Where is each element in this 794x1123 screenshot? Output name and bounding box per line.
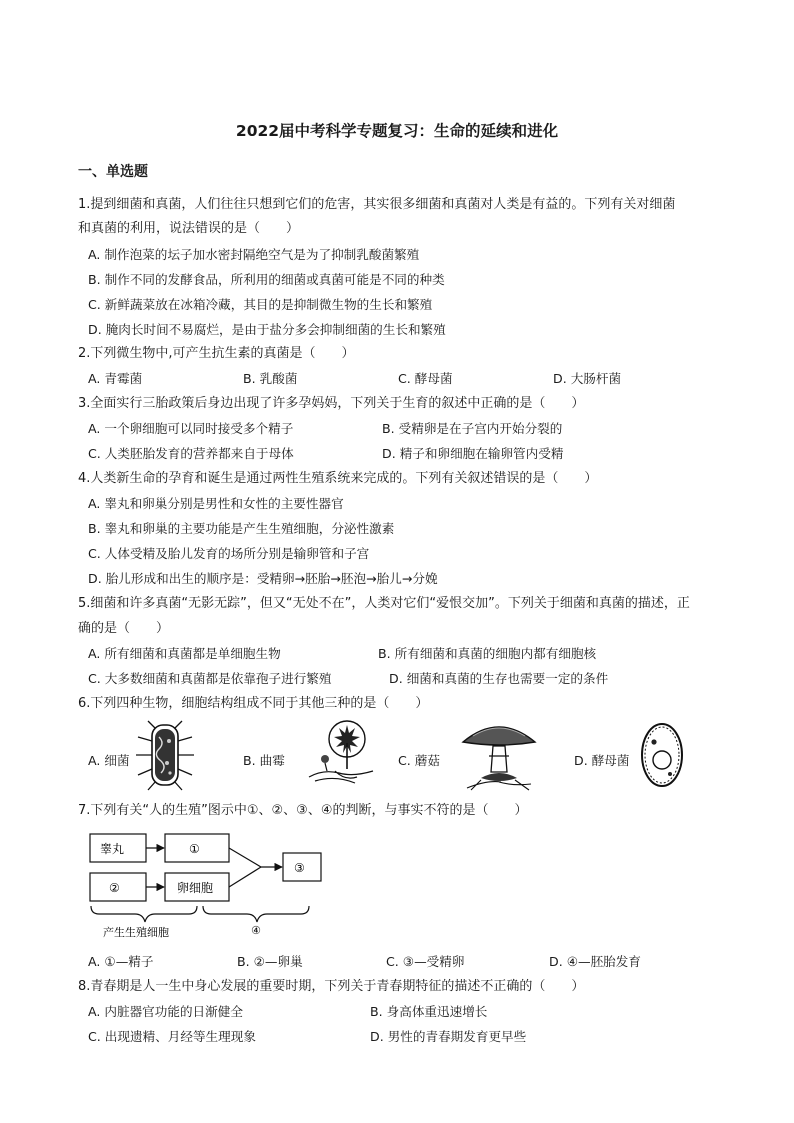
question-8-stem: 8.青春期是人一生中身心发展的重要时期，下列关于青春期特征的描述不正确的（ ） <box>78 979 585 994</box>
section-heading: 一、单选题 <box>78 164 148 180</box>
diagram-box-egg-cell: 卵细胞 <box>177 881 214 895</box>
diagram-box-testis: 睾丸 <box>100 842 125 856</box>
question-7-stem: 7.下列有关“人的生殖”图示中①、②、③、④的判断，与事实不符的是（ ） <box>78 803 528 818</box>
question-5-option-b: B. 所有细菌和真菌的细胞内都有细胞核 <box>378 646 597 661</box>
question-4-option-c: C. 人体受精及胎儿发育的场所分别是输卵管和子宫 <box>88 546 370 561</box>
question-4-option-a: A. 睾丸和卵巢分别是男性和女性的主要性器官 <box>88 496 344 511</box>
question-3-option-b: B. 受精卵是在子宫内开始分裂的 <box>382 421 563 436</box>
question-3-option-d: D. 精子和卵细胞在输卵管内受精 <box>382 446 564 461</box>
yeast-illustration <box>640 722 684 788</box>
question-1-option-b: B. 制作不同的发酵食品，所利用的细菌或真菌可能是不同的种类 <box>88 272 445 287</box>
question-8-option-c: C. 出现遗精、月经等生理现象 <box>88 1029 256 1044</box>
question-8-option-d: D. 男性的青春期发育更早些 <box>370 1029 527 1044</box>
question-7-option-c: C. ③—受精卵 <box>386 954 465 969</box>
question-6-option-c: C. 蘑菇 <box>398 753 440 768</box>
question-1-option-d: D. 腌肉长时间不易腐烂，是由于盐分多会抑制细菌的生长和繁殖 <box>88 322 446 337</box>
question-3-stem: 3.全面实行三胎政策后身边出现了许多孕妈妈，下列关于生育的叙述中正确的是（ ） <box>78 396 585 411</box>
question-6-option-a: A. 细菌 <box>88 753 130 768</box>
question-2-option-d: D. 大肠杆菌 <box>553 371 622 386</box>
question-6-stem: 6.下列四种生物，细胞结构组成不同于其他三种的是（ ） <box>78 696 429 711</box>
diagram-brace-label-left: 产生生殖细胞 <box>103 926 169 939</box>
document-title: 2022届中考科学专题复习：生命的延续和进化 <box>235 122 559 140</box>
diagram-box-3: ③ <box>294 861 305 875</box>
question-6-option-d: D. 酵母菌 <box>574 753 630 768</box>
reproduction-flow-diagram <box>85 830 335 944</box>
question-1-stem-line-1: 1.提到细菌和真菌，人们往往只想到它们的危害，其实很多细菌和真菌对人类是有益的。下列有关对细菌 <box>78 197 676 212</box>
question-1-option-a: A. 制作泡菜的坛子加水密封隔绝空气是为了抑制乳酸菌繁殖 <box>88 247 420 262</box>
question-7-option-a: A. ①—精子 <box>88 954 154 969</box>
question-2-option-b: B. 乳酸菌 <box>243 371 298 386</box>
question-6-option-b: B. 曲霉 <box>243 753 285 768</box>
question-8-option-b: B. 身高体重迅速增长 <box>370 1004 488 1019</box>
diagram-box-2: ② <box>109 881 120 895</box>
question-5-option-a: A. 所有细菌和真菌都是单细胞生物 <box>88 646 281 661</box>
diagram-box-1: ① <box>189 842 200 856</box>
question-5-option-d: D. 细菌和真菌的生存也需要一定的条件 <box>389 671 609 686</box>
question-2-option-c: C. 酵母菌 <box>398 371 453 386</box>
question-4-option-d: D. 胎儿形成和出生的顺序是：受精卵→胚胎→胚泡→胎儿→分娩 <box>88 571 438 586</box>
bacterium-illustration <box>134 719 196 791</box>
question-4-stem: 4.人类新生命的孕育和诞生是通过两性生殖系统来完成的。下列有关叙述错误的是（ ） <box>78 471 598 486</box>
question-3-option-c: C. 人类胚胎发育的营养都来自于母体 <box>88 446 294 461</box>
question-7-option-b: B. ②—卵巢 <box>237 954 303 969</box>
diagram-brace-label-right: ④ <box>251 924 261 937</box>
question-8-option-a: A. 内脏器官功能的日渐健全 <box>88 1004 243 1019</box>
question-3-option-a: A. 一个卵细胞可以同时接受多个精子 <box>88 421 294 436</box>
question-4-option-b: B. 睾丸和卵巢的主要功能是产生生殖细胞，分泌性激素 <box>88 521 395 536</box>
question-5-stem-line-2: 确的是（ ） <box>78 621 170 636</box>
question-7-option-d: D. ④—胚胎发育 <box>549 954 641 969</box>
mushroom-illustration <box>459 718 539 792</box>
question-5-option-c: C. 大多数细菌和真菌都是依靠孢子进行繁殖 <box>88 671 332 686</box>
question-1-option-c: C. 新鲜蔬菜放在冰箱冷藏，其目的是抑制微生物的生长和繁殖 <box>88 297 433 312</box>
question-5-stem-line-1: 5.细菌和许多真菌“无影无踪”，但又“无处不在”，人类对它们“爱恨交加”。下列关于细菌和真菌的描述，正 <box>78 596 690 611</box>
question-1-stem-line-2: 和真菌的利用，说法错误的是（ ） <box>78 221 300 236</box>
question-2-stem: 2.下列微生物中,可产生抗生素的真菌是（ ） <box>78 346 355 361</box>
aspergillus-illustration <box>305 719 377 787</box>
question-2-option-a: A. 青霉菌 <box>88 371 143 386</box>
